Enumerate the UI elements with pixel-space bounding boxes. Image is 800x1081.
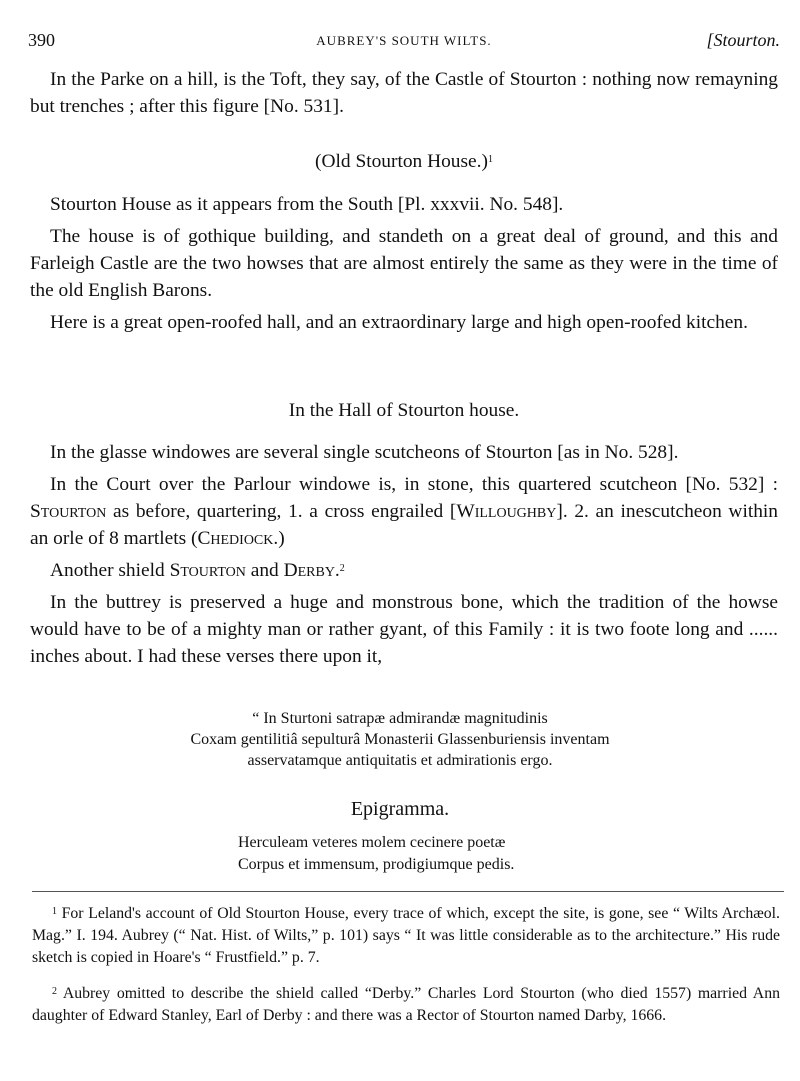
main-text-3 — [30, 439, 778, 670]
heading-text: (Old Stourton House.) — [315, 151, 488, 172]
main-text — [30, 66, 778, 120]
footnote-divider — [32, 891, 784, 892]
name-chediock: Chediock. — [197, 528, 279, 549]
page-number: 390 — [28, 30, 55, 50]
epigramma-line: Herculeam veteres molem cecinere poetæ — [238, 834, 506, 851]
text-run: ]. 2. an inescutcheon within an orle of 8 martlets ( — [30, 501, 778, 549]
paragraph-another-shield — [30, 557, 778, 584]
footnote-ref-1[interactable]: 1 — [487, 154, 493, 165]
footnote-2-text: Aubrey omitted to describe the shield called “Derby.” Charles Lord Stourton (who died 1557) married Ann daughter of Edward Stanley, Earl of Derby : and there was a Rector of Stourton named Darby, 1666. — [32, 985, 780, 1024]
footnote-mark-1: 1 — [52, 906, 57, 917]
name-willoughby: Willoughby — [456, 501, 557, 522]
name-derby: Derby. — [283, 560, 340, 581]
text-run: as before, quartering, 1. a cross engrailed [ — [106, 501, 457, 522]
epigramma-verse — [238, 832, 514, 876]
text-run: and — [245, 560, 284, 581]
heading-old-stourton-house — [30, 148, 778, 175]
running-title: AUBREY'S SOUTH WILTS. — [316, 33, 492, 48]
paragraph-buttrey-bone: In the buttrey is preserved a huge and monstrous bone, which the tradition of the howse would have to be of a mighty man or rather gyant, of this Family : it is two foote long and ...... inches about. I had these verses there upon it, — [30, 592, 778, 667]
running-header — [28, 30, 780, 54]
verse-line: asservatamque antiquitatis et admirationis ergo. — [247, 752, 553, 769]
heading-hall — [30, 397, 778, 424]
paragraph-hall-kitchen: Here is a great open-roofed hall, and an extraordinary large and high open-roofed kitchen. — [50, 312, 748, 333]
footnote-ref-2[interactable]: 2 — [339, 563, 345, 574]
latin-verse — [0, 708, 800, 771]
footnote-1-text: For Leland's account of Old Stourton House, every trace of which, except the site, is gone, see “ Wilts Archæol. Mag.” I. 194. Aubrey (“ Nat. Hist. of Wilts,” p. 101) says “ It was little considerable as to the architecture.” His rude sketch is copied in Hoare's “ Frustfield.” p. 7. — [32, 905, 780, 966]
text-run: In the Court over the Parlour windowe is, in stone, this quartered scutcheon [No. 532] : — [50, 474, 778, 495]
verse-line: Coxam gentilitiâ sepulturâ Monasterii Glassenburiensis inventam — [190, 731, 610, 748]
paragraph-toft: In the Parke on a hill, is the Toft, they say, of the Castle of Stourton : nothing now remayning but trenches ; after this figure [No. 531]. — [30, 69, 778, 117]
epigramma-line: Corpus et immensum, prodigiumque pedis. — [238, 856, 515, 873]
paragraph-south-view: Stourton House as it appears from the South [Pl. xxxvii. No. 548]. — [50, 194, 564, 215]
footnote-2 — [32, 983, 780, 1027]
main-text-2 — [30, 191, 778, 336]
footnote-mark-2: 2 — [52, 986, 57, 997]
section-label: [Stourton. — [706, 30, 780, 50]
verse-line: “ In Sturtoni satrapæ admirandæ magnitudinis — [252, 710, 548, 727]
footnote-1 — [32, 903, 780, 969]
name-stourton: Stourton — [30, 501, 107, 522]
paragraph-court-scutcheon — [30, 471, 778, 552]
paragraph-glasse-windowes: In the glasse windowes are several single scutcheons of Stourton [as in No. 528]. — [50, 442, 679, 463]
paragraph-gothique: The house is of gothique building, and standeth on a great deal of ground, and this and Farleigh Castle are the two howses that are almost entirely the same as they were in the time of the old English Barons. — [30, 226, 778, 301]
text-run: Another shield — [50, 560, 170, 581]
epigramma-title: Epigramma. — [350, 798, 450, 820]
text-run: ) — [278, 528, 285, 549]
name-stourton: Stourton — [169, 560, 246, 581]
heading-hall-text: In the Hall of Stourton house. — [288, 400, 520, 421]
